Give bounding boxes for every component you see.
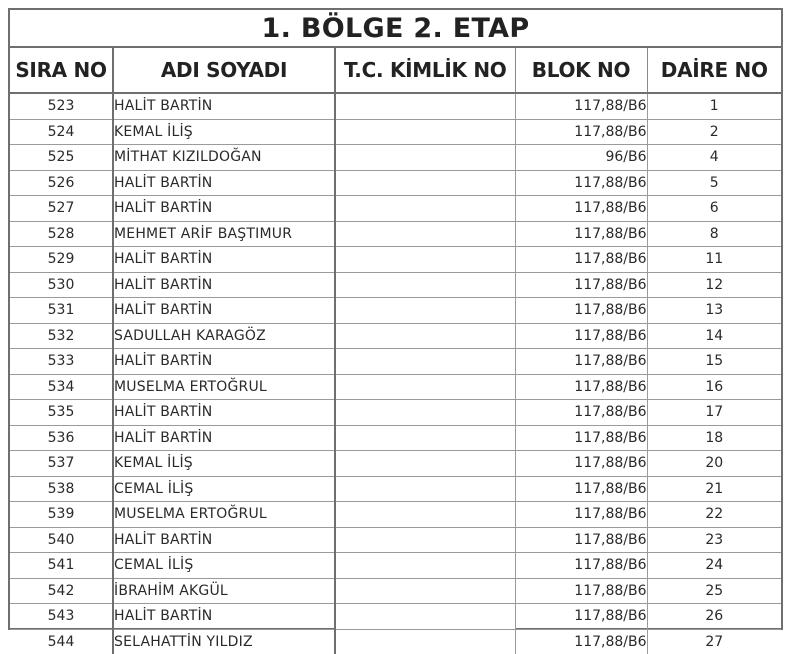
cell-adi-soyadi: HALİT BARTİN bbox=[113, 170, 335, 196]
redacted-id-value bbox=[366, 400, 484, 425]
cell-tc-kimlik-no bbox=[335, 272, 515, 298]
cell-sira-no: 523 bbox=[10, 93, 113, 119]
redacted-id-value bbox=[366, 579, 484, 604]
cell-daire-no: 18 bbox=[647, 425, 781, 451]
cell-blok-no: 117,88/B6 bbox=[515, 247, 647, 273]
table-row bbox=[10, 476, 781, 502]
cell-tc-kimlik-no bbox=[335, 349, 515, 375]
cell-daire-no: 11 bbox=[647, 247, 781, 273]
cell-sira-no: 535 bbox=[10, 400, 113, 426]
redacted-id-value bbox=[366, 120, 484, 145]
cell-adi-soyadi: HALİT BARTİN bbox=[113, 196, 335, 222]
cell-blok-no: 117,88/B6 bbox=[515, 221, 647, 247]
cell-adi-soyadi: CEMAL İLİŞ bbox=[113, 476, 335, 502]
redacted-id-value bbox=[366, 298, 484, 323]
cell-tc-kimlik-no bbox=[335, 502, 515, 528]
redacted-id-value bbox=[366, 247, 484, 272]
cell-tc-kimlik-no bbox=[335, 170, 515, 196]
cell-sira-no: 544 bbox=[10, 629, 113, 654]
cell-sira-no: 524 bbox=[10, 119, 113, 145]
cell-tc-kimlik-no bbox=[335, 119, 515, 145]
cell-tc-kimlik-no bbox=[335, 425, 515, 451]
cell-tc-kimlik-no bbox=[335, 221, 515, 247]
cell-blok-no: 117,88/B6 bbox=[515, 349, 647, 375]
table-row bbox=[10, 119, 781, 145]
table-row bbox=[10, 170, 781, 196]
cell-tc-kimlik-no bbox=[335, 451, 515, 477]
redacted-id-value bbox=[366, 528, 484, 553]
cell-sira-no: 541 bbox=[10, 553, 113, 579]
cell-blok-no: 117,88/B6 bbox=[515, 629, 647, 654]
cell-adi-soyadi: MEHMET ARİF BAŞTIMUR bbox=[113, 221, 335, 247]
cell-tc-kimlik-no bbox=[335, 553, 515, 579]
cell-tc-kimlik-no bbox=[335, 578, 515, 604]
cell-sira-no: 534 bbox=[10, 374, 113, 400]
cell-tc-kimlik-no bbox=[335, 476, 515, 502]
cell-sira-no: 533 bbox=[10, 349, 113, 375]
cell-tc-kimlik-no bbox=[335, 196, 515, 222]
cell-sira-no: 539 bbox=[10, 502, 113, 528]
cell-daire-no: 21 bbox=[647, 476, 781, 502]
cell-blok-no: 117,88/B6 bbox=[515, 298, 647, 324]
cell-daire-no: 26 bbox=[647, 604, 781, 630]
document-sheet bbox=[8, 8, 783, 630]
cell-sira-no: 536 bbox=[10, 425, 113, 451]
redacted-id-value bbox=[366, 273, 484, 298]
table-row bbox=[10, 451, 781, 477]
table-body bbox=[10, 93, 781, 654]
cell-daire-no: 27 bbox=[647, 629, 781, 654]
redacted-id-value bbox=[366, 426, 484, 451]
cell-adi-soyadi: SADULLAH KARAGÖZ bbox=[113, 323, 335, 349]
column-header-sira-no: SIRA NO bbox=[10, 48, 113, 93]
cell-daire-no: 5 bbox=[647, 170, 781, 196]
cell-sira-no: 538 bbox=[10, 476, 113, 502]
cell-adi-soyadi: HALİT BARTİN bbox=[113, 247, 335, 273]
table-row bbox=[10, 221, 781, 247]
cell-tc-kimlik-no bbox=[335, 527, 515, 553]
cell-daire-no: 1 bbox=[647, 93, 781, 119]
cell-adi-soyadi: MUSELMA ERTOĞRUL bbox=[113, 502, 335, 528]
cell-tc-kimlik-no bbox=[335, 145, 515, 171]
cell-adi-soyadi: HALİT BARTİN bbox=[113, 349, 335, 375]
cell-sira-no: 532 bbox=[10, 323, 113, 349]
cell-tc-kimlik-no bbox=[335, 400, 515, 426]
cell-adi-soyadi: HALİT BARTİN bbox=[113, 272, 335, 298]
cell-daire-no: 15 bbox=[647, 349, 781, 375]
redacted-id-value bbox=[366, 171, 484, 196]
cell-sira-no: 526 bbox=[10, 170, 113, 196]
cell-daire-no: 4 bbox=[647, 145, 781, 171]
cell-tc-kimlik-no bbox=[335, 93, 515, 119]
cell-sira-no: 542 bbox=[10, 578, 113, 604]
column-header-blok-no: BLOK NO bbox=[515, 48, 647, 93]
table-row bbox=[10, 93, 781, 119]
table-row bbox=[10, 400, 781, 426]
redacted-id-value bbox=[366, 222, 484, 247]
redacted-id-value bbox=[366, 94, 484, 119]
table-row bbox=[10, 425, 781, 451]
cell-blok-no: 117,88/B6 bbox=[515, 553, 647, 579]
cell-blok-no: 117,88/B6 bbox=[515, 196, 647, 222]
column-header-daire-no: DAİRE NO bbox=[647, 48, 781, 93]
redacted-id-value bbox=[366, 145, 484, 170]
table-row bbox=[10, 247, 781, 273]
table-row bbox=[10, 578, 781, 604]
cell-adi-soyadi: CEMAL İLİŞ bbox=[113, 553, 335, 579]
column-header-tc-kimlik-no: T.C. KİMLİK NO bbox=[335, 48, 515, 93]
cell-daire-no: 24 bbox=[647, 553, 781, 579]
cell-blok-no: 117,88/B6 bbox=[515, 374, 647, 400]
cell-adi-soyadi: KEMAL İLİŞ bbox=[113, 451, 335, 477]
cell-sira-no: 540 bbox=[10, 527, 113, 553]
redacted-id-value bbox=[366, 502, 484, 527]
table-row bbox=[10, 323, 781, 349]
cell-daire-no: 22 bbox=[647, 502, 781, 528]
cell-tc-kimlik-no bbox=[335, 374, 515, 400]
cell-sira-no: 529 bbox=[10, 247, 113, 273]
table-row bbox=[10, 553, 781, 579]
redacted-id-value bbox=[366, 604, 484, 629]
table-row bbox=[10, 374, 781, 400]
cell-adi-soyadi: HALİT BARTİN bbox=[113, 93, 335, 119]
column-header-adi-soyadi: ADI SOYADI bbox=[113, 48, 335, 93]
cell-sira-no: 528 bbox=[10, 221, 113, 247]
cell-daire-no: 16 bbox=[647, 374, 781, 400]
redacted-id-value bbox=[366, 196, 484, 221]
cell-blok-no: 117,88/B6 bbox=[515, 323, 647, 349]
table-row bbox=[10, 196, 781, 222]
cell-adi-soyadi: HALİT BARTİN bbox=[113, 298, 335, 324]
cell-blok-no: 117,88/B6 bbox=[515, 272, 647, 298]
cell-sira-no: 531 bbox=[10, 298, 113, 324]
cell-adi-soyadi: HALİT BARTİN bbox=[113, 527, 335, 553]
cell-daire-no: 14 bbox=[647, 323, 781, 349]
cell-daire-no: 12 bbox=[647, 272, 781, 298]
cell-blok-no: 117,88/B6 bbox=[515, 476, 647, 502]
cell-adi-soyadi: KEMAL İLİŞ bbox=[113, 119, 335, 145]
cell-blok-no: 117,88/B6 bbox=[515, 400, 647, 426]
cell-blok-no: 117,88/B6 bbox=[515, 93, 647, 119]
cell-blok-no: 117,88/B6 bbox=[515, 604, 647, 630]
allocation-table bbox=[10, 48, 781, 654]
table-row bbox=[10, 145, 781, 171]
cell-blok-no: 117,88/B6 bbox=[515, 119, 647, 145]
cell-daire-no: 13 bbox=[647, 298, 781, 324]
cell-daire-no: 2 bbox=[647, 119, 781, 145]
cell-sira-no: 525 bbox=[10, 145, 113, 171]
cell-tc-kimlik-no bbox=[335, 247, 515, 273]
cell-sira-no: 530 bbox=[10, 272, 113, 298]
cell-adi-soyadi: MİTHAT KIZILDOĞAN bbox=[113, 145, 335, 171]
cell-sira-no: 543 bbox=[10, 604, 113, 630]
cell-blok-no: 117,88/B6 bbox=[515, 527, 647, 553]
table-row bbox=[10, 502, 781, 528]
cell-daire-no: 20 bbox=[647, 451, 781, 477]
cell-blok-no: 117,88/B6 bbox=[515, 425, 647, 451]
cell-daire-no: 6 bbox=[647, 196, 781, 222]
table-row bbox=[10, 298, 781, 324]
cell-adi-soyadi: HALİT BARTİN bbox=[113, 425, 335, 451]
table-row bbox=[10, 349, 781, 375]
cell-sira-no: 537 bbox=[10, 451, 113, 477]
document-title: 1. BÖLGE 2. ETAP bbox=[10, 10, 781, 48]
cell-adi-soyadi: HALİT BARTİN bbox=[113, 604, 335, 630]
cell-daire-no: 17 bbox=[647, 400, 781, 426]
cell-daire-no: 25 bbox=[647, 578, 781, 604]
cell-daire-no: 8 bbox=[647, 221, 781, 247]
cell-adi-soyadi: İBRAHİM AKGÜL bbox=[113, 578, 335, 604]
redacted-id-value bbox=[366, 553, 484, 578]
redacted-id-value bbox=[366, 349, 484, 374]
redacted-id-value bbox=[366, 375, 484, 400]
table-row bbox=[10, 527, 781, 553]
table-row bbox=[10, 604, 781, 630]
redacted-id-value bbox=[366, 477, 484, 502]
table-row bbox=[10, 272, 781, 298]
cell-tc-kimlik-no bbox=[335, 604, 515, 630]
cell-adi-soyadi: MUSELMA ERTOĞRUL bbox=[113, 374, 335, 400]
cell-adi-soyadi: SELAHATTİN YILDIZ bbox=[113, 629, 335, 654]
cell-sira-no: 527 bbox=[10, 196, 113, 222]
redacted-id-value bbox=[366, 324, 484, 349]
cell-blok-no: 117,88/B6 bbox=[515, 170, 647, 196]
cell-blok-no: 96/B6 bbox=[515, 145, 647, 171]
cell-blok-no: 117,88/B6 bbox=[515, 578, 647, 604]
cell-tc-kimlik-no bbox=[335, 323, 515, 349]
cell-daire-no: 23 bbox=[647, 527, 781, 553]
cell-adi-soyadi: HALİT BARTİN bbox=[113, 400, 335, 426]
redacted-id-value bbox=[366, 451, 484, 476]
table-header-row bbox=[10, 48, 781, 93]
cell-blok-no: 117,88/B6 bbox=[515, 451, 647, 477]
cell-blok-no: 117,88/B6 bbox=[515, 502, 647, 528]
cell-tc-kimlik-no bbox=[335, 298, 515, 324]
